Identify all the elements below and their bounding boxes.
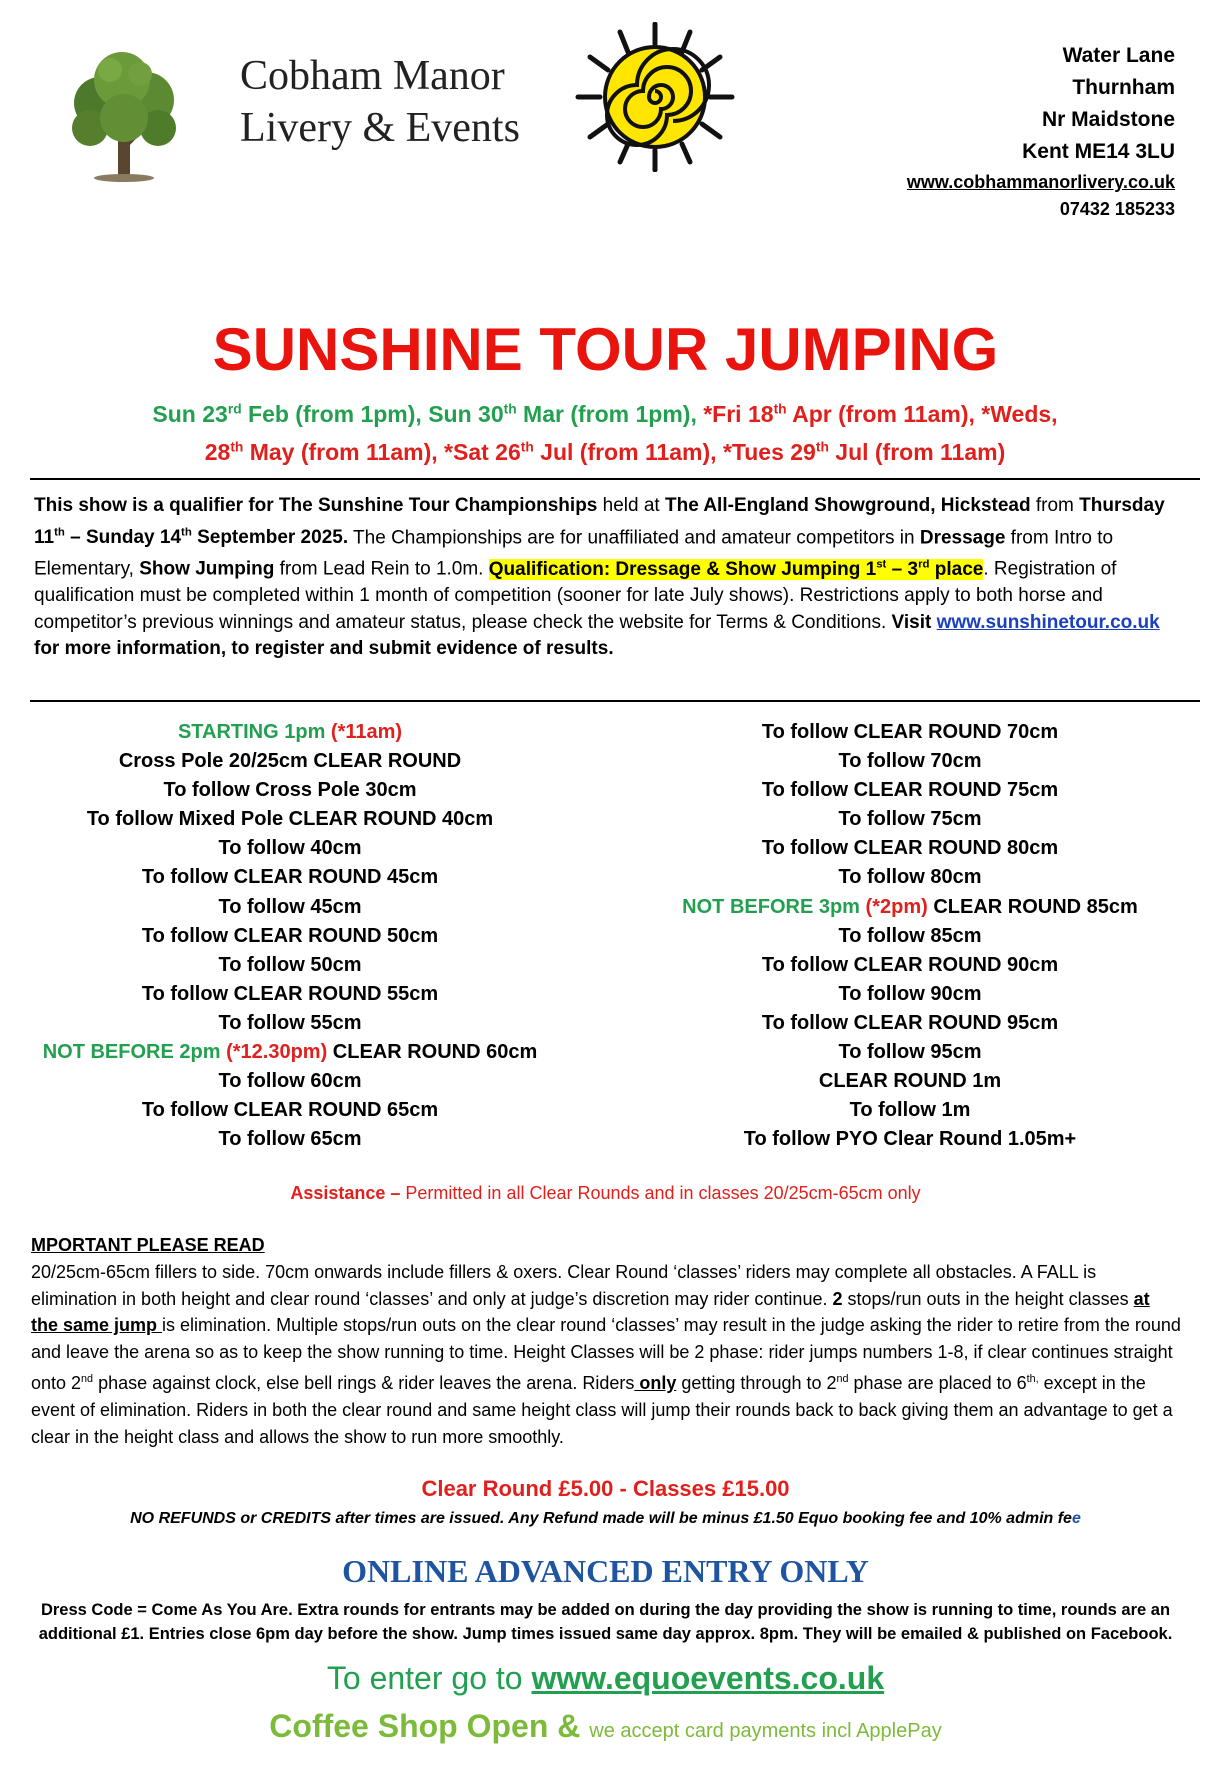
schedule-item: To follow 80cm [838,866,982,889]
address-line: Kent ME14 3LU [1022,140,1175,163]
schedule-item: To follow CLEAR ROUND 80cm [761,837,1059,860]
schedule-item: CLEAR ROUND 1m [818,1070,1002,1093]
refund-policy: NO REFUNDS or CREDITS after times are issued. Any Refund made will be minus £1.50 Equo booking fee and 10% admin fee [130,1510,1081,1527]
schedule-left [30,718,550,1154]
assistance-note: Assistance – Permitted in all Clear Rounds and in classes 20/25cm-65cm only [290,1183,921,1203]
schedule-item: To follow CLEAR ROUND 45cm [141,866,439,889]
schedule-item: To follow CLEAR ROUND 65cm [141,1099,439,1122]
schedule-item: To follow Cross Pole 30cm [163,779,417,802]
schedule-item: To follow CLEAR ROUND 95cm [761,1011,1059,1034]
important-heading: MPORTANT PLEASE READ [31,1235,265,1255]
schedule-item: To follow CLEAR ROUND 50cm [141,924,439,947]
schedule-start: STARTING 1pm (*11am) [177,721,403,743]
equoevents-link[interactable]: www.equoevents.co.uk [531,1660,885,1696]
schedule-item: To follow 1m [849,1099,971,1122]
schedule-not-before: NOT BEFORE 2pm (*12.30pm) CLEAR ROUND 60cm [42,1041,538,1064]
important-body: 20/25cm-65cm fillers to side. 70cm onwards include fillers & oxers. Clear Round ‘classes’ riders may complete all obstacles. A FALL is elimination in both height and clear round ‘classes’ and only at judge’s discretion may rider continue. 2 stops/run outs in the height classes at the same jump is elimination. Multiple stops/run outs on the clear round ‘classes’ may result in the judge asking the rider to retire from the round and leave the arena so as to keep the show running to time. Height Classes will be 2 phase: rider jumps numbers 1-8, if clear continues straight onto 2nd phase against clock, else bell rings & rider leaves the arena. Riders only getting through to 2nd phase are placed to $6^{th,}$ except in the event of elimination. Riders in both the clear round and same height class will jump their rounds back to back giving them an advantage to get a clear in the height class and allows the show to run more smoothly. [31,1261,1181,1447]
schedule-item: To follow 65cm [218,1128,362,1151]
qualification-highlight: Qualification: Dressage & Show Jumping 1st – 3rd place [488,558,984,580]
intro-paragraph: This show is a qualifier for The Sunshine Tour Championships held at The All-England Showground, Hickstead from Thursday 11th – Sunday 14th September 2025. The Championships are for unaffiliated and amateur competitors in Dressage from Intro to Elementary, Show Jumping from Lead Rein to 1.0m. Qualification: Dressage & Show Jumping 1st – 3rd place. Registration of qualification must be completed within 1 month of competition (sooner for late July shows). Restrictions apply to both horse and competitor’s previous winnings and amateur status, please check the website for Terms & Conditions. Visit www.sunshinetour.co.uk for more information, to register and submit evidence of results. [34,495,1165,660]
schedule-item: To follow 60cm [218,1070,362,1093]
schedule-item: To follow 40cm [218,837,362,860]
company-name [240,50,520,154]
schedule-item: To follow PYO Clear Round 1.05m+ [743,1128,1077,1151]
address-line: Water Lane [1062,44,1175,67]
schedule-item: To follow 75cm [838,808,982,831]
phone-number: 07432 185233 [1059,199,1175,219]
divider [30,700,1200,702]
enter-line: To enter go to www.equoevents.co.uk [326,1660,885,1696]
date-green: Sun 23rd Feb (from 1pm), Sun 30th Mar (from 1pm), [152,400,704,427]
page-title: SUNSHINE TOUR JUMPING [212,316,999,383]
address-block [907,40,1175,222]
sun-logo-icon [570,22,740,172]
schedule-item: Cross Pole 20/25cm CLEAR ROUND [118,750,462,773]
address-line: Nr Maidstone [1041,108,1175,131]
dress-code-note: Dress Code = Come As You Are. Extra rounds for entrants may be added on during the day providing the show is running to time, rounds are an additional £1. Entries close 6pm day before the show. Jump times issued same day approx. 8pm. They will be emailed & published on Facebook. [38,1601,1173,1643]
schedule-item: To follow CLEAR ROUND 90cm [761,953,1059,976]
schedule-item: To follow 45cm [218,895,362,918]
address-line: Thurnham [1072,76,1175,99]
online-entry-heading: ONLINE ADVANCED ENTRY ONLY [342,1553,869,1589]
event-dates [30,392,1180,469]
important-section [31,1232,1181,1450]
coffee-shop-note: Coffee Shop Open & we accept card payments incl ApplePay [269,1708,942,1744]
sunshinetour-link[interactable]: www.sunshinetour.co.uk [936,611,1160,633]
schedule-item: To follow CLEAR ROUND 75cm [761,779,1059,802]
schedule-not-before: NOT BEFORE 3pm (*2pm) CLEAR ROUND 85cm [682,895,1138,918]
schedule-item: To follow Mixed Pole CLEAR ROUND 40cm [86,808,494,831]
company-name-line1: Cobham Manor [240,53,505,99]
schedule-item: To follow 55cm [218,1011,362,1034]
schedule-item: To follow 70cm [838,750,982,773]
schedule-item: To follow CLEAR ROUND 55cm [141,982,439,1005]
schedule-item: To follow CLEAR ROUND 70cm [761,721,1059,743]
schedule-item: To follow 85cm [838,924,982,947]
schedule-item: To follow 50cm [218,953,362,976]
website-link[interactable]: www.cobhammanorlivery.co.uk [906,172,1175,192]
date-red: *Fri 18th Apr (from 11am), *Weds, 28th May (from 11am), *Sat 26th Jul (from 11am), *Tues 29th Jul (from 11am) [204,400,1058,466]
company-name-line2: Livery & Events [240,105,520,151]
tree-logo-icon [60,48,190,188]
schedule-right [650,718,1170,1154]
price-line: Clear Round £5.00 - Classes £15.00 [421,1476,790,1501]
schedule-item: To follow 95cm [838,1041,982,1064]
divider [30,478,1200,480]
schedule-item: To follow 90cm [838,982,982,1005]
